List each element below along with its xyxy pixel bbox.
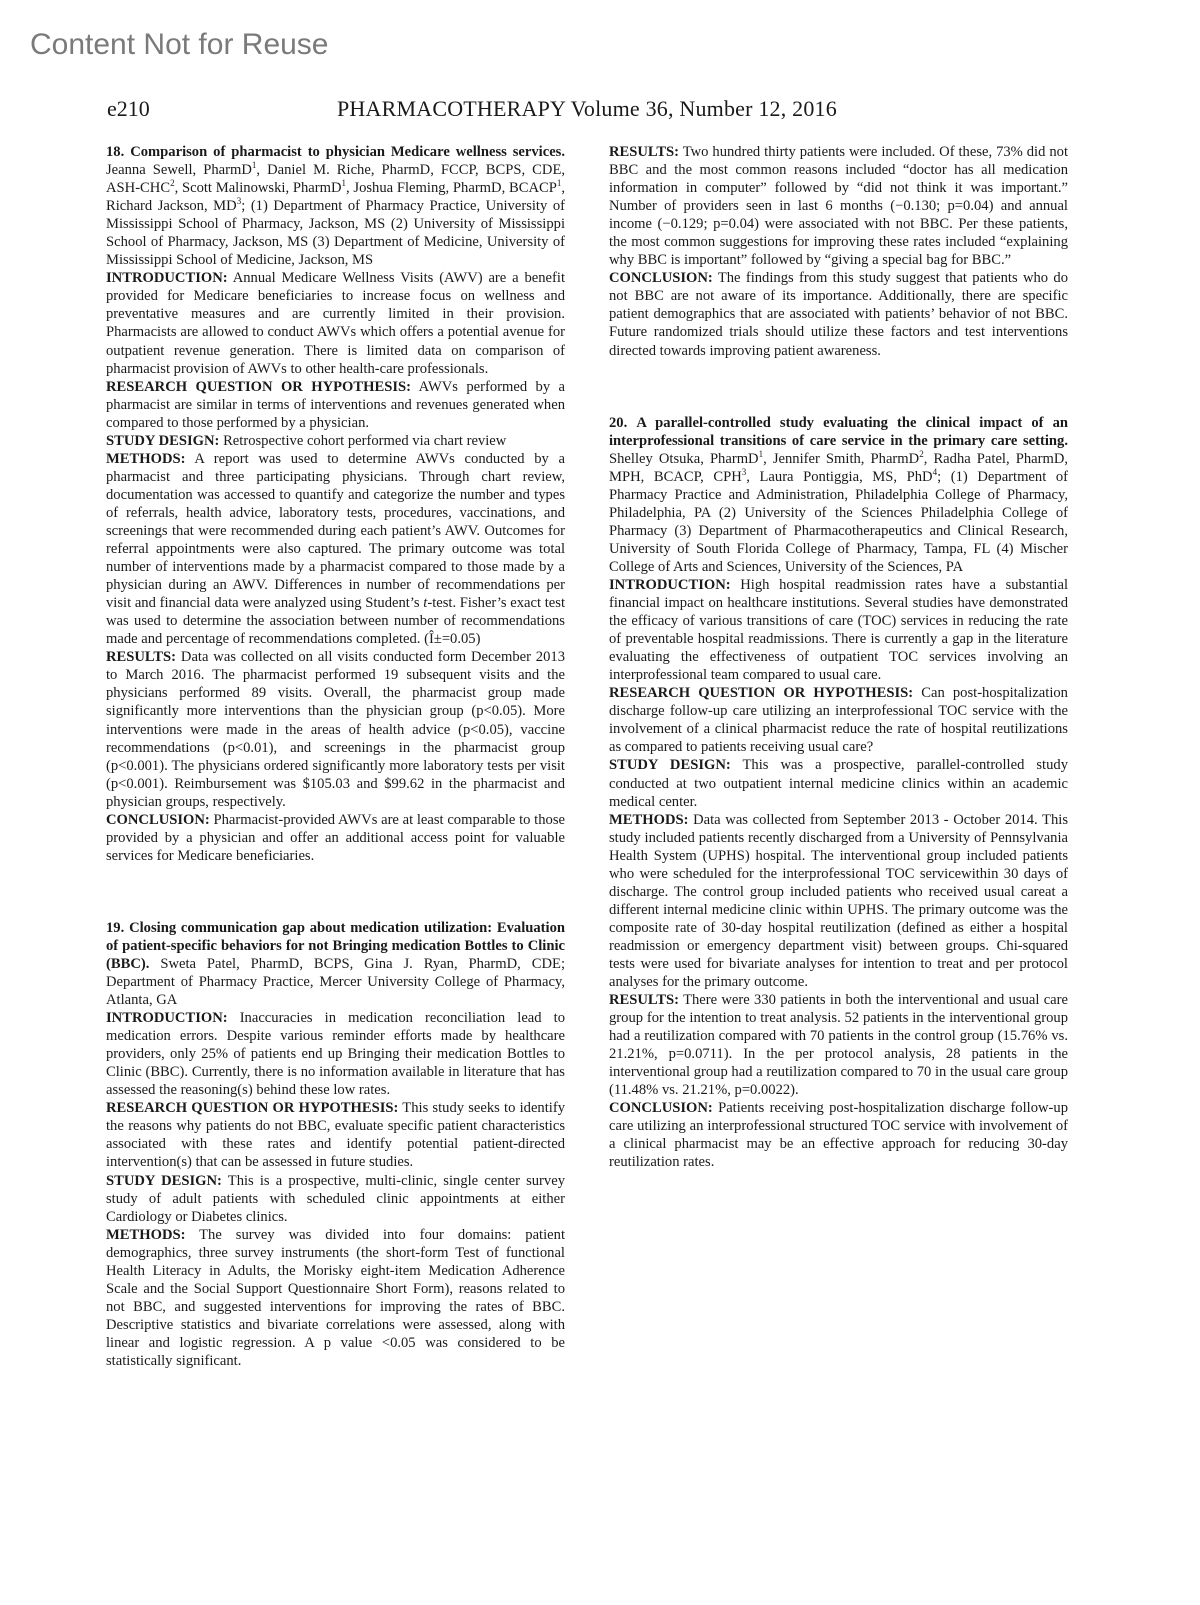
author-name: Laura Pontiggia, MS, PhD (759, 468, 933, 485)
abstract-18-conclusion (106, 811, 565, 865)
affiliation-marker: 2 (170, 178, 175, 189)
section-heading: RESEARCH QUESTION OR HYPOTHESIS: (106, 378, 411, 395)
abstract-18 (106, 143, 565, 865)
abstract-20-authors: Shelley Otsuka, PharmD$^1$, Jennifer Smith, PharmD$^2$, Radha Patel, PharmD, MPH, BCACP, CPH$^3$, Laura Pontiggia, MS, PhD$^4$; (609, 448, 1069, 485)
watermark: Content Not for Reuse (30, 28, 329, 61)
abstract-18-methods (106, 450, 565, 649)
abstract-19 (106, 919, 565, 1370)
section-text: Two hundred thirty patients were included. Of these, 73% did not BBC and the most common reasons included “doctor has all medication information in computer” followed by “did not think it was important.” Number of providers seen in last 6 months (−0.130; p=0.04) and annual income (−0.129; p=0.04) were associated with not BBC. Per these patients, the most common suggestions for improving these rates included “explaining why BBC is important” followed by “giving a special bag for BBC.” (609, 144, 1068, 269)
section-text: AWVs performed by a pharmacist are similar in terms of interventions and revenues generated when compared to those performed by a physician. (106, 378, 566, 431)
section-heading: CONCLUSION: (609, 270, 713, 287)
section-text: -test. Fisher’s exact test was used to determine the association between number of recommendations made and percentage of recommendations completed. (Î±=0.05) (106, 595, 566, 648)
affiliation-marker: 3 (741, 466, 747, 477)
abstract-20-heading (609, 414, 1068, 576)
abstract-20-conclusion (609, 1099, 1068, 1171)
author-name: Richard Jackson, MD (106, 198, 237, 215)
abstract-18-study-design (106, 432, 565, 450)
abstract-19-heading (106, 919, 565, 1009)
section-heading: INTRODUCTION: (609, 576, 731, 593)
section-heading: INTRODUCTION: (106, 1010, 228, 1027)
abstract-19-study-design (106, 1172, 565, 1226)
section-text: This study seeks to identify the reasons why patients do not BBC, evaluate specific patient characteristics associated with these rates and identify potential patient-directed intervention(s) that can be assessed in future studies. (106, 1100, 565, 1171)
section-text: Data was collected on all visits conducted form December 2013 to March 2016. The pharmacist performed 19 subsequent visits and the physicians performed 89 visits. Overall, the pharmacist group made significantly more interventions than the physician group (p<0.05). More interventions were made in the areas of health advice (p<0.05), vaccine recommendations (p<0.01), and screenings in the pharmacist group (p<0.001). The physicians ordered significantly more laboratory tests per visit (p<0.001). Reimbursement was $105.03 and $99.62 in the pharmacist and physician groups, respectively. (106, 649, 565, 810)
author-name: Jeanna Sewell, PharmD (106, 162, 252, 179)
abstract-19-title: Closing communication gap about medication utilization: Evaluation of patient-specific behaviors for not Bringing medication Bottles to Clinic (BBC). (106, 919, 566, 972)
journal-running-head: PHARMACOTHERAPY Volume 36, Number 12, 2016 (337, 96, 837, 121)
abstract-18-number: 18. (106, 144, 125, 160)
abstract-18-heading (106, 143, 565, 269)
section-heading: INTRODUCTION: (106, 270, 228, 287)
section-heading: RESULTS: (609, 144, 680, 160)
section-heading: STUDY DESIGN: (106, 1172, 222, 1189)
section-text: Patients receiving post-hospitalization discharge follow-up care utilizing an interprofessional structured TOC service with involvement of a clinical pharmacist may be an effective approach for reducing 30-day reutilization rates. (609, 1100, 1068, 1171)
section-text: The survey was divided into four domains: patient demographics, three survey instruments (the short-form Test of functional Health Literacy in Adults, the Morisky eight-item Medication Adherence Scale and the Social Support Questionnaire Short Form), reasons related to not BBC, and suggested interventions for improving the rates of BBC. Descriptive statistics and bivariate correlations were assessed, along with linear and logistic regression. A p value <0.05 was considered to be statistically significant. (106, 1226, 565, 1369)
abstract-18-affiliation: (1) Department of Pharmacy Practice, University of Mississippi School of Pharmacy, Jackson, MS (2) University of Mississippi School of Pharmacy, Jackson, MS (3) Department of Medicine, University of Mississippi School of Medicine, Jackson, MS (106, 198, 565, 269)
abstract-19-number: 19. (106, 919, 125, 936)
abstract-20-title: A parallel-controlled study evaluating the clinical impact of an interprofessional transitions of care service in the primary care setting. (609, 414, 1068, 449)
author-name: Joshua Fleming, PharmD, BCACP (353, 180, 557, 197)
section-heading: CONCLUSION: (106, 811, 210, 828)
affiliation-marker: 1 (556, 178, 562, 189)
abstract-20-results (609, 991, 1068, 1099)
section-text: Data was collected from September 2013 - October 2014. This study included patients recently discharged from a University of Pennsylvania Health System (UPHS) hospital. The interventional group included patients who were scheduled for the interprofessional TOC servicewithin 30 days of discharge. The control group included patients who received usual careat a different internal medicine clinic within UPHS. The primary outcome was the composite rate of 30-day hospital reutilization (defined as either a hospital readmission or emergency department visit) between groups. Chi-squared tests were used for bivariate analyses for intention to treat and per protocol analyses for the primary outcome. (609, 811, 1069, 991)
author-name: Shelley Otsuka, PharmD (609, 450, 759, 467)
abstract-18-results (106, 648, 565, 810)
abstract-19-continued (609, 143, 1068, 360)
abstract-18-title: Comparison of pharmacist to physician Medicare wellness services. (130, 144, 566, 160)
abstract-20-number: 20. (609, 414, 628, 431)
section-heading: RESULTS: (106, 649, 177, 666)
affiliation-marker: 4 (932, 466, 938, 477)
abstract-20-methods (609, 811, 1068, 991)
affiliation-marker: 3 (236, 196, 242, 207)
author-name: Scott Malinowski, PharmD (181, 180, 342, 197)
section-text: Retrospective cohort performed via chart review (223, 432, 507, 449)
section-text: This was a prospective, parallel-controlled study conducted at two outpatient internal medicine clinics within an academic medical center. (609, 757, 1068, 810)
author-name: Radha Patel, PharmD, MPH, BCACP, CPH (609, 450, 1069, 485)
abstract-19-methods (106, 1226, 565, 1370)
section-heading: CONCLUSION: (609, 1100, 713, 1117)
abstract-19-authors: Sweta Patel, PharmD, BCPS, Gina J. Ryan, PharmD, CDE; Department of Pharmacy Practice, Mercer University College of Pharmacy, Atlanta, GA (106, 955, 565, 1009)
abstract-20 (609, 414, 1068, 1172)
section-text: Annual Medicare Wellness Visits (AWV) are a benefit provided for Medicare beneficiaries to increase focus on wellness and preventative measures and are currently limited in their provision. Pharmacists are allowed to conduct AWVs which offers a potential avenue for outpatient revenue generation. There is limited data on comparison of pharmacist provision of AWVs to other health-care professionals. (106, 270, 565, 377)
abstract-20-study-design (609, 756, 1068, 810)
section-heading: STUDY DESIGN: (106, 432, 220, 449)
abstract-19-research-question (106, 1099, 565, 1171)
abstract-20-introduction (609, 576, 1068, 684)
abstract-20-research-question (609, 684, 1068, 756)
abstract-20-affiliation: (1) Department of Pharmacy Practice and Administration, Philadelphia College of Pharmacy, Philadelphia, PA (2) University of the Sciences Philadelphia College of Pharmacy (3) Department of Pharmacotherapeutics and Clinical Research, University of South Florida College of Pharmacy, Tampa, FL (4) Mischer College of Arts and Sciences, University of the Sciences, PA (609, 468, 1069, 575)
author-name: Daniel M. Riche, PharmD, FCCP, BCPS, CDE, ASH-CHC (106, 162, 566, 197)
left-column (106, 143, 565, 1370)
section-heading: METHODS: (106, 1226, 186, 1243)
section-text: Can post-hospitalization discharge follow-up care utilizing an interprofessional TOC service with the involvement of a clinical pharmacist reduce the rate of hospital reutilizations as compared to patients receiving usual care? (609, 685, 1068, 756)
section-heading: METHODS: (609, 811, 689, 828)
section-heading: RESEARCH QUESTION OR HYPOTHESIS: (609, 685, 914, 702)
section-heading: METHODS: (106, 450, 186, 467)
abstract-19-introduction (106, 1009, 565, 1099)
section-text: Pharmacist-provided AWVs are at least comparable to those provided by a physician and offer an additional access point for valuable services for Medicare beneficiaries. (106, 811, 565, 864)
abstract-18-authors: Jeanna Sewell, PharmD$^1$, Daniel M. Riche, PharmD, FCCP, BCPS, CDE, ASH-CHC$^2$, Scott Malinowski, PharmD$^1$, Joshua Fleming, PharmD, BCACP$^1$, Richard Jackson, $MD^3$; (106, 160, 566, 215)
italic-t: t (423, 595, 428, 612)
section-text: There were 330 patients in both the interventional and usual care group for the intention to treat analysis. 52 patients in the interventional group had a reutilization compared with 70 patients in the control group (15.76% vs. 21.21%, p=0.0711). In the per protocol analysis, 28 patients in the interventional group had a reutilization compared to 70 in the usual care group (11.48% vs. 21.21%, p=0.0022). (609, 992, 1068, 1099)
abstract-18-research-question (106, 378, 565, 432)
affiliation-marker: 1 (758, 448, 764, 459)
author-name: Jennifer Smith, PharmD (772, 450, 920, 467)
section-text: Inaccuracies in medication reconciliation lead to medication errors. Despite various reminder efforts made by healthcare providers, only 25% of patients end up Bringing their medication Bottles to Clinic (BBC). Currently, there is no information available in literature that has assessed the reasoning(s) behind these low rates. (106, 1010, 565, 1099)
affiliation-marker: 1 (251, 160, 257, 171)
affiliation-marker: 2 (919, 448, 924, 459)
section-heading: RESEARCH QUESTION OR HYPOTHESIS: (106, 1100, 399, 1117)
section-heading: STUDY DESIGN: (609, 757, 731, 774)
abstract-19-results (609, 143, 1068, 269)
section-heading: RESULTS: (609, 992, 680, 1009)
section-text: A report was used to determine AWVs conducted by a pharmacist and three participating physicians. Through chart review, documentation was accessed to quantify and categorize the number and types of referrals, health advice, laboratory tests, procedures, vaccinations, and screenings that were recommended during each patient’s AWV. Outcomes for referral appointments were also captured. The primary outcome was total number of interventions made by a pharmacist compared to those made by a physician during an AWV. Differences in number of recommendations per visit and financial data were analyzed using Student’s (106, 450, 565, 612)
affiliation-marker: 1 (341, 178, 346, 189)
abstract-18-introduction (106, 269, 565, 377)
section-text: High hospital readmission rates have a substantial financial impact on healthcare institutions. Several studies have demonstrated the efficacy of various transitions of care (TOC) services in reducing the rate of preventable hospital readmissions. There is currently a gap in the literature evaluating the effectiveness of outpatient TOC services involving an interprofessional team compared to usual care. (609, 576, 1068, 684)
section-text: This is a prospective, multi-clinic, single center survey study of adult patients with scheduled clinic appointments at either Cardiology or Diabetes clinics. (106, 1172, 565, 1225)
page-number: e210 (107, 96, 150, 121)
right-column (609, 143, 1068, 1172)
abstract-19-conclusion (609, 269, 1068, 359)
section-text: The findings from this study suggest that patients who do not BBC are not aware of its importance. Additionally, there are specific patient demographics that are associated with patients’ behavior of not BBC. Future randomized trials should utilize these factors and test interventions directed towards improving patient awareness. (609, 270, 1068, 359)
